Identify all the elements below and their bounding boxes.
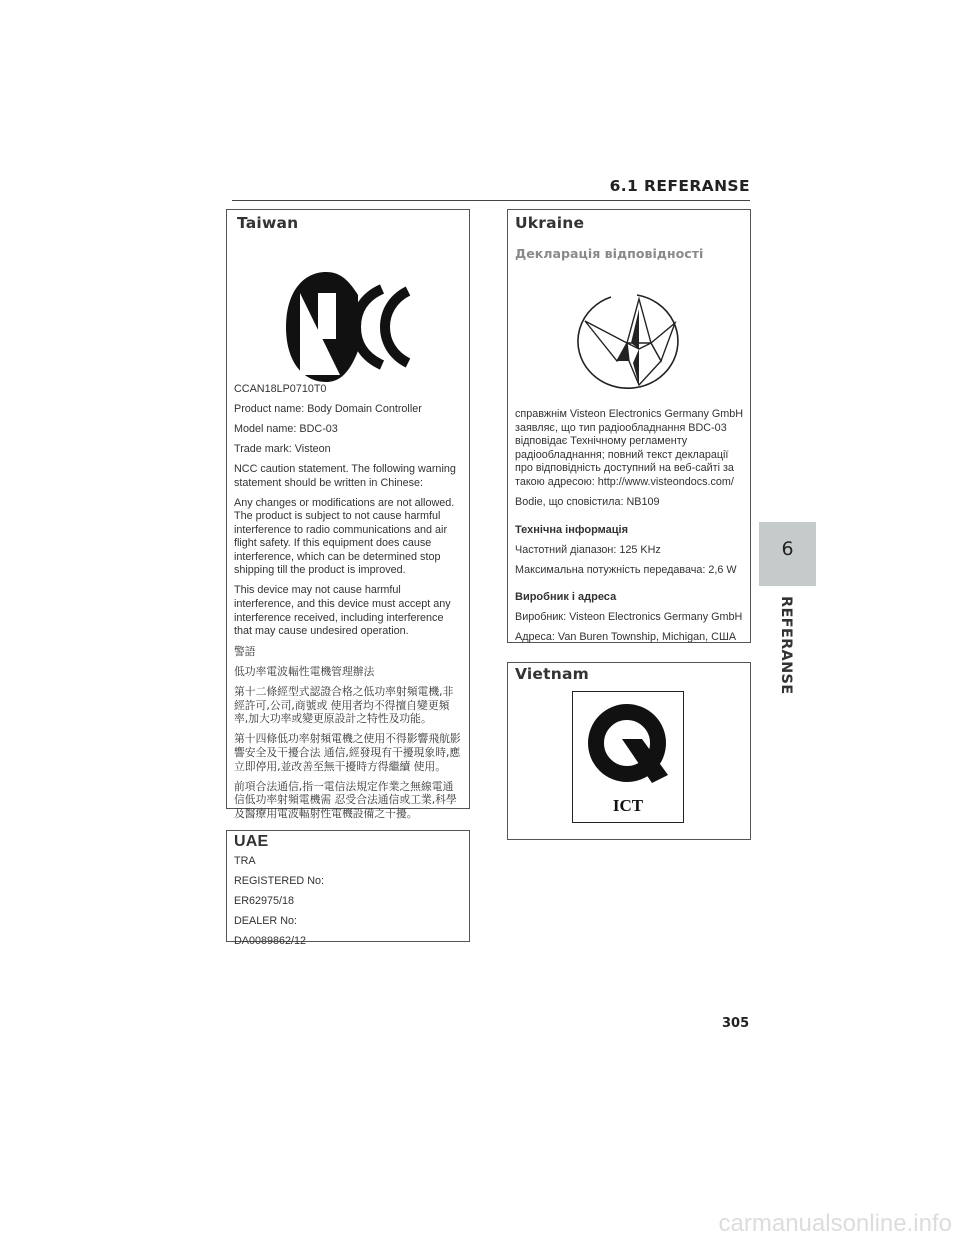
chinese-article-12: 第十二條經型式認證合格之低功率射頻電機,非經許可,公司,商號或 使用者均不得擅自變更頻率,加大功率或變更原設計之特性及功能。	[234, 685, 454, 726]
certificate-number: CCAN18LP0710T0	[234, 383, 327, 395]
page-number: 305	[722, 1016, 750, 1031]
uae-authority: TRA	[234, 855, 256, 867]
chapter-number: 6	[781, 538, 794, 560]
taiwan-title: Taiwan	[237, 214, 299, 232]
interference-statement: This device may not cause harmful interference, and this device must accept any interference received, including interference that may cause undesired operation.	[234, 584, 451, 638]
notified-body: Bodie, що сповістила: NB109	[515, 495, 660, 508]
chinese-warning-heading: 警語	[234, 645, 256, 659]
ukraine-section	[507, 209, 751, 643]
ncc-logo	[286, 269, 416, 385]
modification-warning: Any changes or modifications are not allowed. The product is subject to not cause harmful interference to radio communications and air flight safety. If this equipment does cause interference, which can be determined stop shipping till the product is improved.	[234, 496, 455, 577]
uae-section	[226, 830, 470, 947]
uae-registered-label: REGISTERED No:	[234, 874, 324, 887]
uae-registered-number: ER62975/18	[234, 894, 295, 907]
chinese-regulation-title: 低功率電波輻性電機管理辦法	[234, 665, 375, 679]
watermark: carmanualsonline.info	[718, 1210, 952, 1237]
ict-logo-text: ICT	[612, 796, 644, 815]
manufacturer-address: Адреса: Van Buren Township, Michigan, США	[515, 631, 737, 644]
declaration-of-conformity-title: Декларація відповідності	[515, 246, 704, 261]
model-name: Model name: BDC-03	[234, 422, 338, 435]
manufacturer-heading: Виробник і адреса	[515, 591, 617, 604]
chapter-tab[interactable]	[759, 522, 816, 586]
ict-logo	[572, 691, 684, 823]
vietnam-section	[507, 662, 751, 840]
uae-title: UAE	[234, 833, 269, 850]
declaration-text: справжнім Visteon Electronics Germany GmbH заявляє, що тип радіообладнання BDC-03 відповідає Технічному регламенту радіообладнання; повний текст декларації про відповідність доступний на веб-сайті за такою адресою: http://www.visteondocs.com/	[515, 408, 744, 488]
frequency-range: Частотний діапазон: 125 KHz	[515, 543, 661, 556]
taiwan-section	[226, 209, 470, 820]
max-transmitter-power: Максимальна потужність передавача: 2,6 W	[515, 563, 737, 576]
trade-mark: Trade mark: Visteon	[234, 442, 331, 455]
ukrsepro-trident-mark-icon	[571, 289, 689, 389]
technical-info-heading: Технічна інформація	[515, 523, 628, 536]
header-divider	[232, 200, 750, 201]
ncc-caution-statement: NCC caution statement. The following warning statement should be written in Chinese:	[234, 462, 456, 489]
product-name: Product name: Body Domain Controller	[234, 402, 422, 415]
uae-dealer-label: DEALER No:	[234, 914, 298, 927]
manufacturer-name: Виробник: Visteon Electronics Germany GmbH	[515, 611, 743, 624]
uae-dealer-number: DA0089862/12	[234, 934, 307, 947]
vietnam-title: Vietnam	[515, 665, 590, 683]
chapter-label: REFERANSE	[778, 596, 794, 695]
chinese-legal-communications: 前項合法通信,指一電信法規定作業之無線電通信低功率射頻電機需 忍受合法通信或工業,科學及醫療用電波輻射性電機設備之干擾。	[234, 779, 457, 820]
ukraine-title: Ukraine	[515, 214, 585, 232]
section-header: 6.1 REFERANSE	[609, 177, 750, 195]
chinese-article-14: 第十四條低功率射頻電機之使用不得影響飛航影響安全及干擾合法 通信,經發現有干擾現象時,應立即停用,並改善至無干擾時方得繼續 使用。	[234, 732, 461, 773]
